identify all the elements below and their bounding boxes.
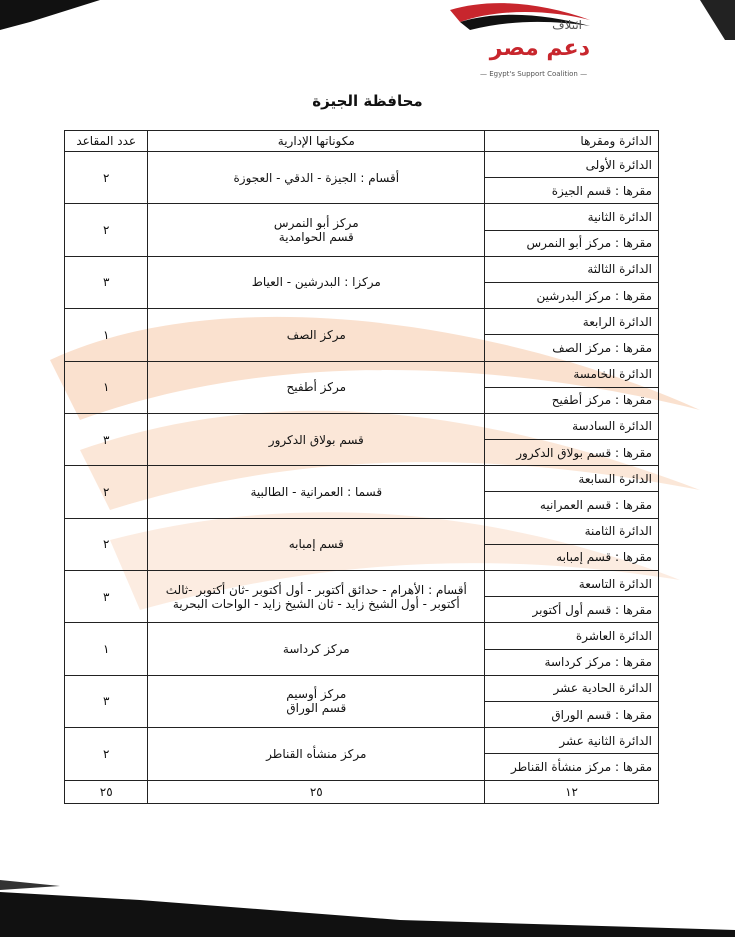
- header-components: مكوناتها الإدارية: [148, 131, 485, 152]
- table-row: [65, 204, 659, 230]
- district-seat: مقرها : قسم العمرانيه: [485, 492, 659, 518]
- district-seat: مقرها : مركز أطفيح: [485, 387, 659, 413]
- component-line: مركزا : البدرشين - العياط: [251, 275, 381, 290]
- district-name: الدائرة الثالثة: [485, 256, 659, 282]
- district-name: الدائرة العاشرة: [485, 623, 659, 649]
- district-components: [148, 675, 485, 727]
- component-line: مركز أطفيح: [286, 380, 347, 395]
- table-row: [65, 309, 659, 335]
- table-row: [65, 152, 659, 178]
- district-name: الدائرة الخامسة: [485, 361, 659, 387]
- district-components: [148, 152, 485, 204]
- district-seat: مقرها : قسم الجيزة: [485, 178, 659, 204]
- total-districts: ١٢: [485, 780, 659, 803]
- district-name: الدائرة السابعة: [485, 466, 659, 492]
- total-components: ٢٥: [148, 780, 485, 803]
- district-components: [148, 204, 485, 256]
- district-seat: مقرها : مركز الصف: [485, 335, 659, 361]
- district-seats: ٣: [65, 413, 148, 465]
- district-seats: ٣: [65, 256, 148, 308]
- component-line: مركز أبو النمرس: [273, 216, 359, 231]
- component-line: مركز أوسيم: [286, 687, 347, 702]
- district-components: [148, 413, 485, 465]
- total-seats: ٢٥: [65, 780, 148, 803]
- component-line: أقسام : الجيزة - الدقي - العجوزة: [233, 170, 400, 185]
- table-row: [65, 623, 659, 649]
- table-row: [65, 675, 659, 701]
- district-name: الدائرة الثامنة: [485, 518, 659, 544]
- component-line: أقسام : الأهرام - حدائق أكتوبر - أول أكتوبر -ثان أكتوبر -ثالث: [165, 582, 467, 597]
- district-seats: ٢: [65, 152, 148, 204]
- page-title: محافظة الجيزة: [312, 92, 423, 110]
- district-seats: ٣: [65, 675, 148, 727]
- district-name: الدائرة الثانية عشر: [485, 728, 659, 754]
- district-seat: مقرها : مركز أبو النمرس: [485, 230, 659, 256]
- table-row: [65, 518, 659, 544]
- district-seat: مقرها : مركز كرداسة: [485, 649, 659, 675]
- header-seats: عدد المقاعد: [65, 131, 148, 152]
- district-components: [148, 256, 485, 308]
- table-header-row: [65, 131, 659, 152]
- table-row: [65, 466, 659, 492]
- district-name: الدائرة السادسة: [485, 413, 659, 439]
- logo-big-text: دعم مصر: [489, 36, 590, 61]
- table-row: [65, 728, 659, 754]
- district-seats: ٣: [65, 571, 148, 623]
- coalition-logo: [440, 0, 600, 85]
- district-seat: مقرها : قسم إمبابه: [485, 544, 659, 570]
- district-name: الدائرة التاسعة: [485, 571, 659, 597]
- component-line: مركز منشأه القناطر: [266, 746, 367, 761]
- scan-artifact-top: [0, 0, 735, 40]
- table-row: [65, 361, 659, 387]
- table-total-row: [65, 780, 659, 803]
- districts-table: [64, 130, 659, 804]
- district-seat: مقرها : مركز البدرشين: [485, 282, 659, 308]
- component-line: قسم إمبابه: [288, 537, 344, 552]
- district-name: الدائرة الحادية عشر: [485, 675, 659, 701]
- table-row: [65, 571, 659, 597]
- district-seat: مقرها : قسم الوراق: [485, 701, 659, 727]
- district-components: [148, 571, 485, 623]
- component-line: قسم الحوامدية: [278, 230, 354, 245]
- header-district: الدائرة ومقرها: [485, 131, 659, 152]
- logo-english-text: — Egypt's Support Coalition —: [480, 70, 588, 78]
- district-seats: ٢: [65, 518, 148, 570]
- district-seat: مقرها : قسم بولاق الدكرور: [485, 440, 659, 466]
- component-line: قسم بولاق الدكرور: [268, 432, 364, 447]
- district-components: [148, 623, 485, 675]
- component-line: مركز كرداسة: [282, 642, 350, 657]
- district-components: [148, 361, 485, 413]
- district-seat: مقرها : مركز منشأة القناطر: [485, 754, 659, 780]
- district-name: الدائرة الرابعة: [485, 309, 659, 335]
- district-name: الدائرة الثانية: [485, 204, 659, 230]
- table-row: [65, 256, 659, 282]
- component-line: مركز الصف: [286, 327, 346, 342]
- scan-artifact-bottom: [0, 880, 735, 937]
- district-seats: ١: [65, 623, 148, 675]
- district-seats: ٢: [65, 204, 148, 256]
- district-seats: ٢: [65, 466, 148, 518]
- district-components: [148, 309, 485, 361]
- district-components: [148, 466, 485, 518]
- district-components: [148, 518, 485, 570]
- component-line: أكتوبر - أول الشيخ زايد - ثان الشيخ زايد - الواحات البحرية: [172, 596, 460, 611]
- district-seats: ٢: [65, 728, 148, 780]
- component-line: قسم الوراق: [286, 701, 347, 716]
- table-row: [65, 413, 659, 439]
- district-components: [148, 728, 485, 780]
- component-line: قسما : العمرانية - الطالبية: [250, 484, 383, 499]
- district-seat: مقرها : قسم أول أكتوبر: [485, 597, 659, 623]
- district-seats: ١: [65, 309, 148, 361]
- logo-small-text: ائتلاف: [552, 18, 582, 32]
- district-seats: ١: [65, 361, 148, 413]
- district-name: الدائرة الأولى: [485, 152, 659, 178]
